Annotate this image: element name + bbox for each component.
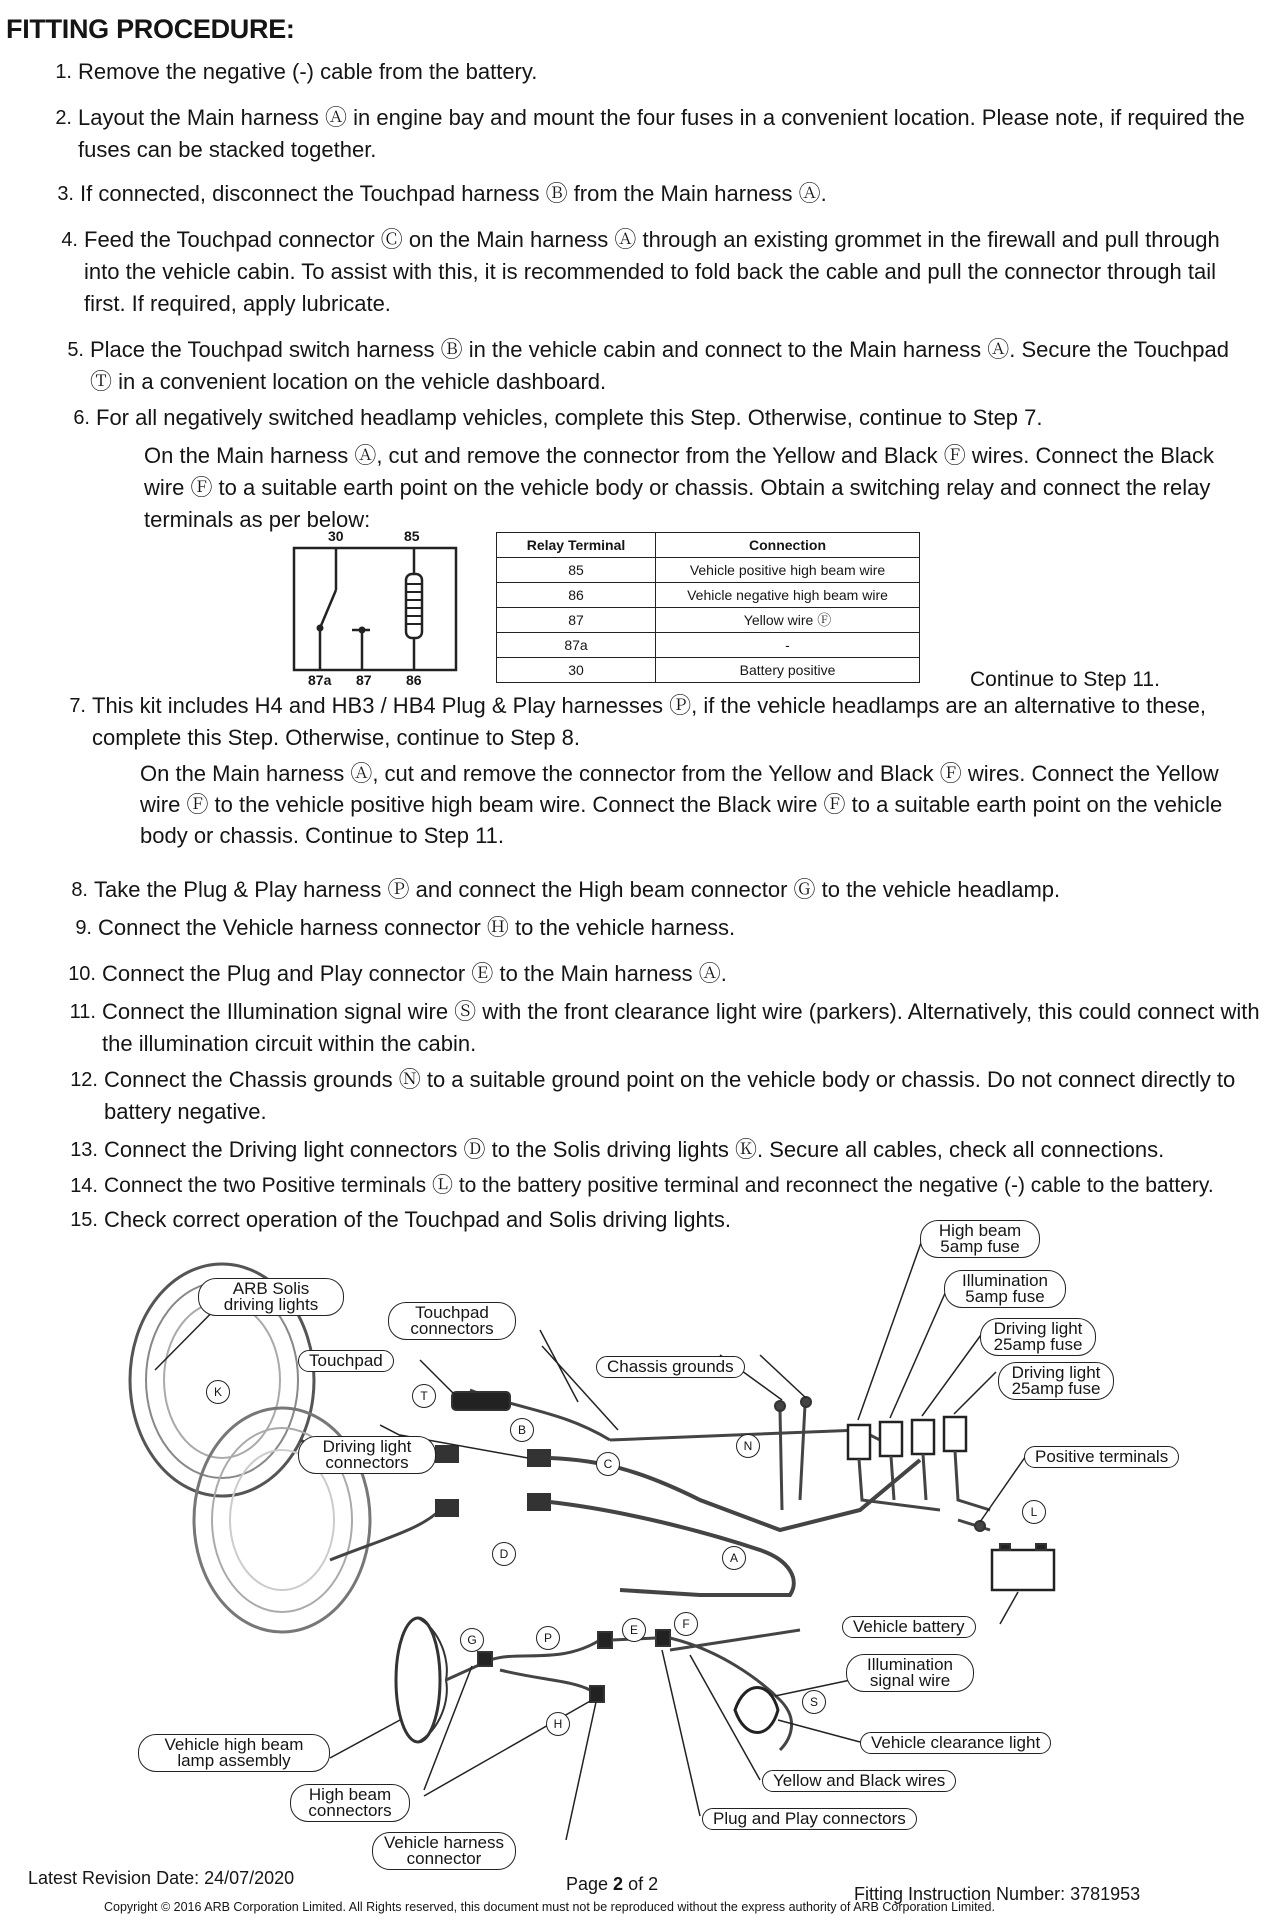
marker-n: N [736,1434,760,1458]
table-header-row [497,533,920,558]
marker-s: S [802,1690,826,1714]
step-number: 15. [70,1209,98,1231]
table-row [497,558,920,583]
callout-yellow-black-wires: Yellow and Black wires [762,1770,956,1792]
step-number: 4. [61,229,78,251]
step-number: 8. [71,879,88,901]
relay-label-87a: 87a [308,672,332,688]
step-number: 3. [57,183,74,205]
headlamp-drawing [396,1618,447,1742]
marker-g: G [460,1628,484,1652]
marker-e: E [622,1618,646,1642]
step-text: This kit includes H4 and HB3 / HB4 Plug & Play harnesses Ⓟ, if the vehicle headlamps are an alternative to these, complete this Step. Otherwise, continue to Step 8. [92,693,1207,750]
step-10 [68,958,1262,990]
step-9 [75,912,1258,944]
table-row [497,583,920,608]
step-number: 10. [68,963,96,985]
page-number [566,1874,658,1895]
step-number: 13. [70,1139,98,1161]
step-number: 7. [69,695,86,717]
step-number: 14. [70,1175,98,1197]
terminal-cell: 87 [497,608,656,633]
connection-cell: Vehicle positive high beam wire [656,558,920,583]
column-header: Relay Terminal [497,533,656,558]
step-11 [69,996,1262,1060]
table-row [497,608,920,633]
connection-cell: Battery positive [656,658,920,683]
connection-cell: - [656,633,920,658]
callout-high-beam-lamp-assembly: Vehicle high beam lamp assembly [138,1734,330,1772]
relay-label-87: 87 [356,672,372,688]
step-text: For all negatively switched headlamp vehicles, complete this Step. Otherwise, continue to Step 7. [96,405,1043,430]
terminal-cell: 86 [497,583,656,608]
step-number: 1. [55,61,72,83]
step-text: Connect the two Positive terminals Ⓛ to the battery positive terminal and reconnect the negative (-) cable to the battery. [104,1174,1214,1197]
relay-label-30: 30 [328,528,344,544]
revision-date: Latest Revision Date: 24/07/2020 [28,1868,295,1888]
page-title: FITTING PROCEDURE: [6,14,295,44]
step-number: 2. [55,107,72,129]
terminal-cell: 85 [497,558,656,583]
step-text: Connect the Illumination signal wire Ⓢ with the front clearance light wire (parkers). Alternatively, this could connect with the illumination circuit within the cabin. [102,999,1260,1056]
step-text: If connected, disconnect the Touchpad harness Ⓑ from the Main harness Ⓐ. [80,181,827,206]
step-6 [73,402,1256,434]
callout-vehicle-battery: Vehicle battery [842,1616,976,1638]
step-text: Connect the Chassis grounds Ⓝ to a suitable ground point on the vehicle body or chassis. Do not connect directly to battery negative. [104,1067,1236,1124]
fitting-instruction-number: Fitting Instruction Number: 3781953 [854,1884,1141,1904]
step-14 [70,1170,1274,1202]
marker-k: K [206,1380,230,1404]
step-text: Connect the Plug and Play connector Ⓔ to the Main harness Ⓐ. [102,961,727,986]
terminal-cell: 87a [497,633,656,658]
callout-driving-light-fuse-2: Driving light 25amp fuse [998,1362,1114,1400]
callout-plug-play-connectors: Plug and Play connectors [702,1808,917,1830]
step-13 [70,1134,1260,1166]
step-7 [69,690,1258,754]
marker-f: F [674,1612,698,1636]
step-3 [57,178,1260,210]
callout-illumination-fuse: Illumination 5amp fuse [944,1270,1066,1308]
terminal-cell: 30 [497,658,656,683]
step-text: Connect the Vehicle harness connector Ⓗ to the vehicle harness. [98,915,736,940]
step-2 [55,102,1258,166]
marker-t: T [412,1384,436,1408]
marker-d: D [492,1542,516,1566]
fuse-block-drawing [848,1417,990,1510]
marker-p: P [536,1626,560,1650]
callout-vehicle-harness-connector: Vehicle harness connector [372,1832,516,1870]
step-5 [67,334,1256,398]
connection-cell: Yellow wire Ⓕ [656,608,920,633]
step-text: Connect the Driving light connectors Ⓓ to the Solis driving lights Ⓚ. Secure all cables, check all connections. [104,1137,1165,1162]
callout-chassis-grounds: Chassis grounds [596,1356,745,1378]
page-suffix: of 2 [623,1874,659,1894]
marker-h: H [546,1712,570,1736]
callout-high-beam-fuse: High beam 5amp fuse [920,1220,1040,1258]
step-number: 12. [70,1069,98,1091]
callout-illumination-signal-wire: Illumination signal wire [846,1654,974,1692]
relay-terminal-table [496,532,920,683]
battery-drawing [992,1544,1054,1590]
step-number: 11. [69,1001,96,1023]
callout-high-beam-connectors: High beam connectors [290,1784,410,1822]
step-number: 6. [73,407,90,429]
table-row [497,658,920,683]
step-4 [61,224,1254,320]
callout-positive-terminals: Positive terminals [1024,1446,1179,1468]
step-1 [55,56,1258,88]
copyright-notice: Copyright © 2016 ARB Corporation Limited. All Rights reserved, this document must not be reproduced without the express authority of ARB Corporation Limited. [104,1900,995,1914]
marker-b: B [510,1418,534,1442]
continue-to-step-11: Continue to Step 11. [970,668,1160,691]
relay-label-85: 85 [404,528,420,544]
step-text: Place the Touchpad switch harness Ⓑ in the vehicle cabin and connect to the Main harness Ⓐ. Secure the Touchpad Ⓣ in a convenient location on the vehicle dashboard. [90,337,1229,394]
marker-c: C [596,1452,620,1476]
page-prefix: Page [566,1874,614,1894]
connection-cell: Vehicle negative high beam wire [656,583,920,608]
column-header: Connection [656,533,920,558]
step-text: Layout the Main harness Ⓐ in engine bay and mount the four fuses in a convenient location. Please note, if required the fuses can be stacked together. [78,105,1245,162]
callout-driving-light-connectors: Driving light connectors [298,1436,436,1474]
callout-touchpad-connectors: Touchpad connectors [388,1302,516,1340]
step-number: 9. [75,917,92,939]
step-number: 5. [67,339,84,361]
relay-schematic [290,528,462,700]
step-text: Check correct operation of the Touchpad and Solis driving lights. [104,1207,731,1232]
callout-driving-light-fuse-1: Driving light 25amp fuse [980,1318,1096,1356]
page-current: 2 [613,1874,624,1894]
marker-a: A [722,1546,746,1570]
step-text: Remove the negative (-) cable from the battery. [78,59,538,84]
callout-touchpad: Touchpad [298,1350,394,1372]
table-row [497,633,920,658]
marker-l: L [1022,1500,1046,1524]
step-8 [71,874,1254,906]
relay-label-86: 86 [406,672,422,688]
callout-vehicle-clearance-light: Vehicle clearance light [860,1732,1051,1754]
step-7-detail: On the Main harness Ⓐ, cut and remove the connector from the Yellow and Black Ⓕ wires. Connect the Yellow wire Ⓕ to the vehicle positive high beam wire. Connect the Black wire Ⓕ to a suitable earth point on the vehicle body or chassis. Continue to Step 11. [140,761,1223,848]
step-12 [70,1064,1260,1128]
step-text: Take the Plug & Play harness Ⓟ and connect the High beam connector Ⓖ to the vehicle headlamp. [94,877,1061,902]
step-6-detail: On the Main harness Ⓐ, cut and remove the connector from the Yellow and Black Ⓕ wires. Connect the Black wire Ⓕ to a suitable earth point on the vehicle body or chassis. Obtain a switching relay and connect the relay terminals as per below: [144,443,1214,532]
callout-solis-driving-lights: ARB Solis driving lights [198,1278,344,1316]
step-text: Feed the Touchpad connector Ⓒ on the Main harness Ⓐ through an existing grommet in the firewall and pull through into the vehicle cabin. To assist with this, it is recommended to fold back the cable and pull the connector through tail first. If required, apply lubricate. [84,227,1220,316]
